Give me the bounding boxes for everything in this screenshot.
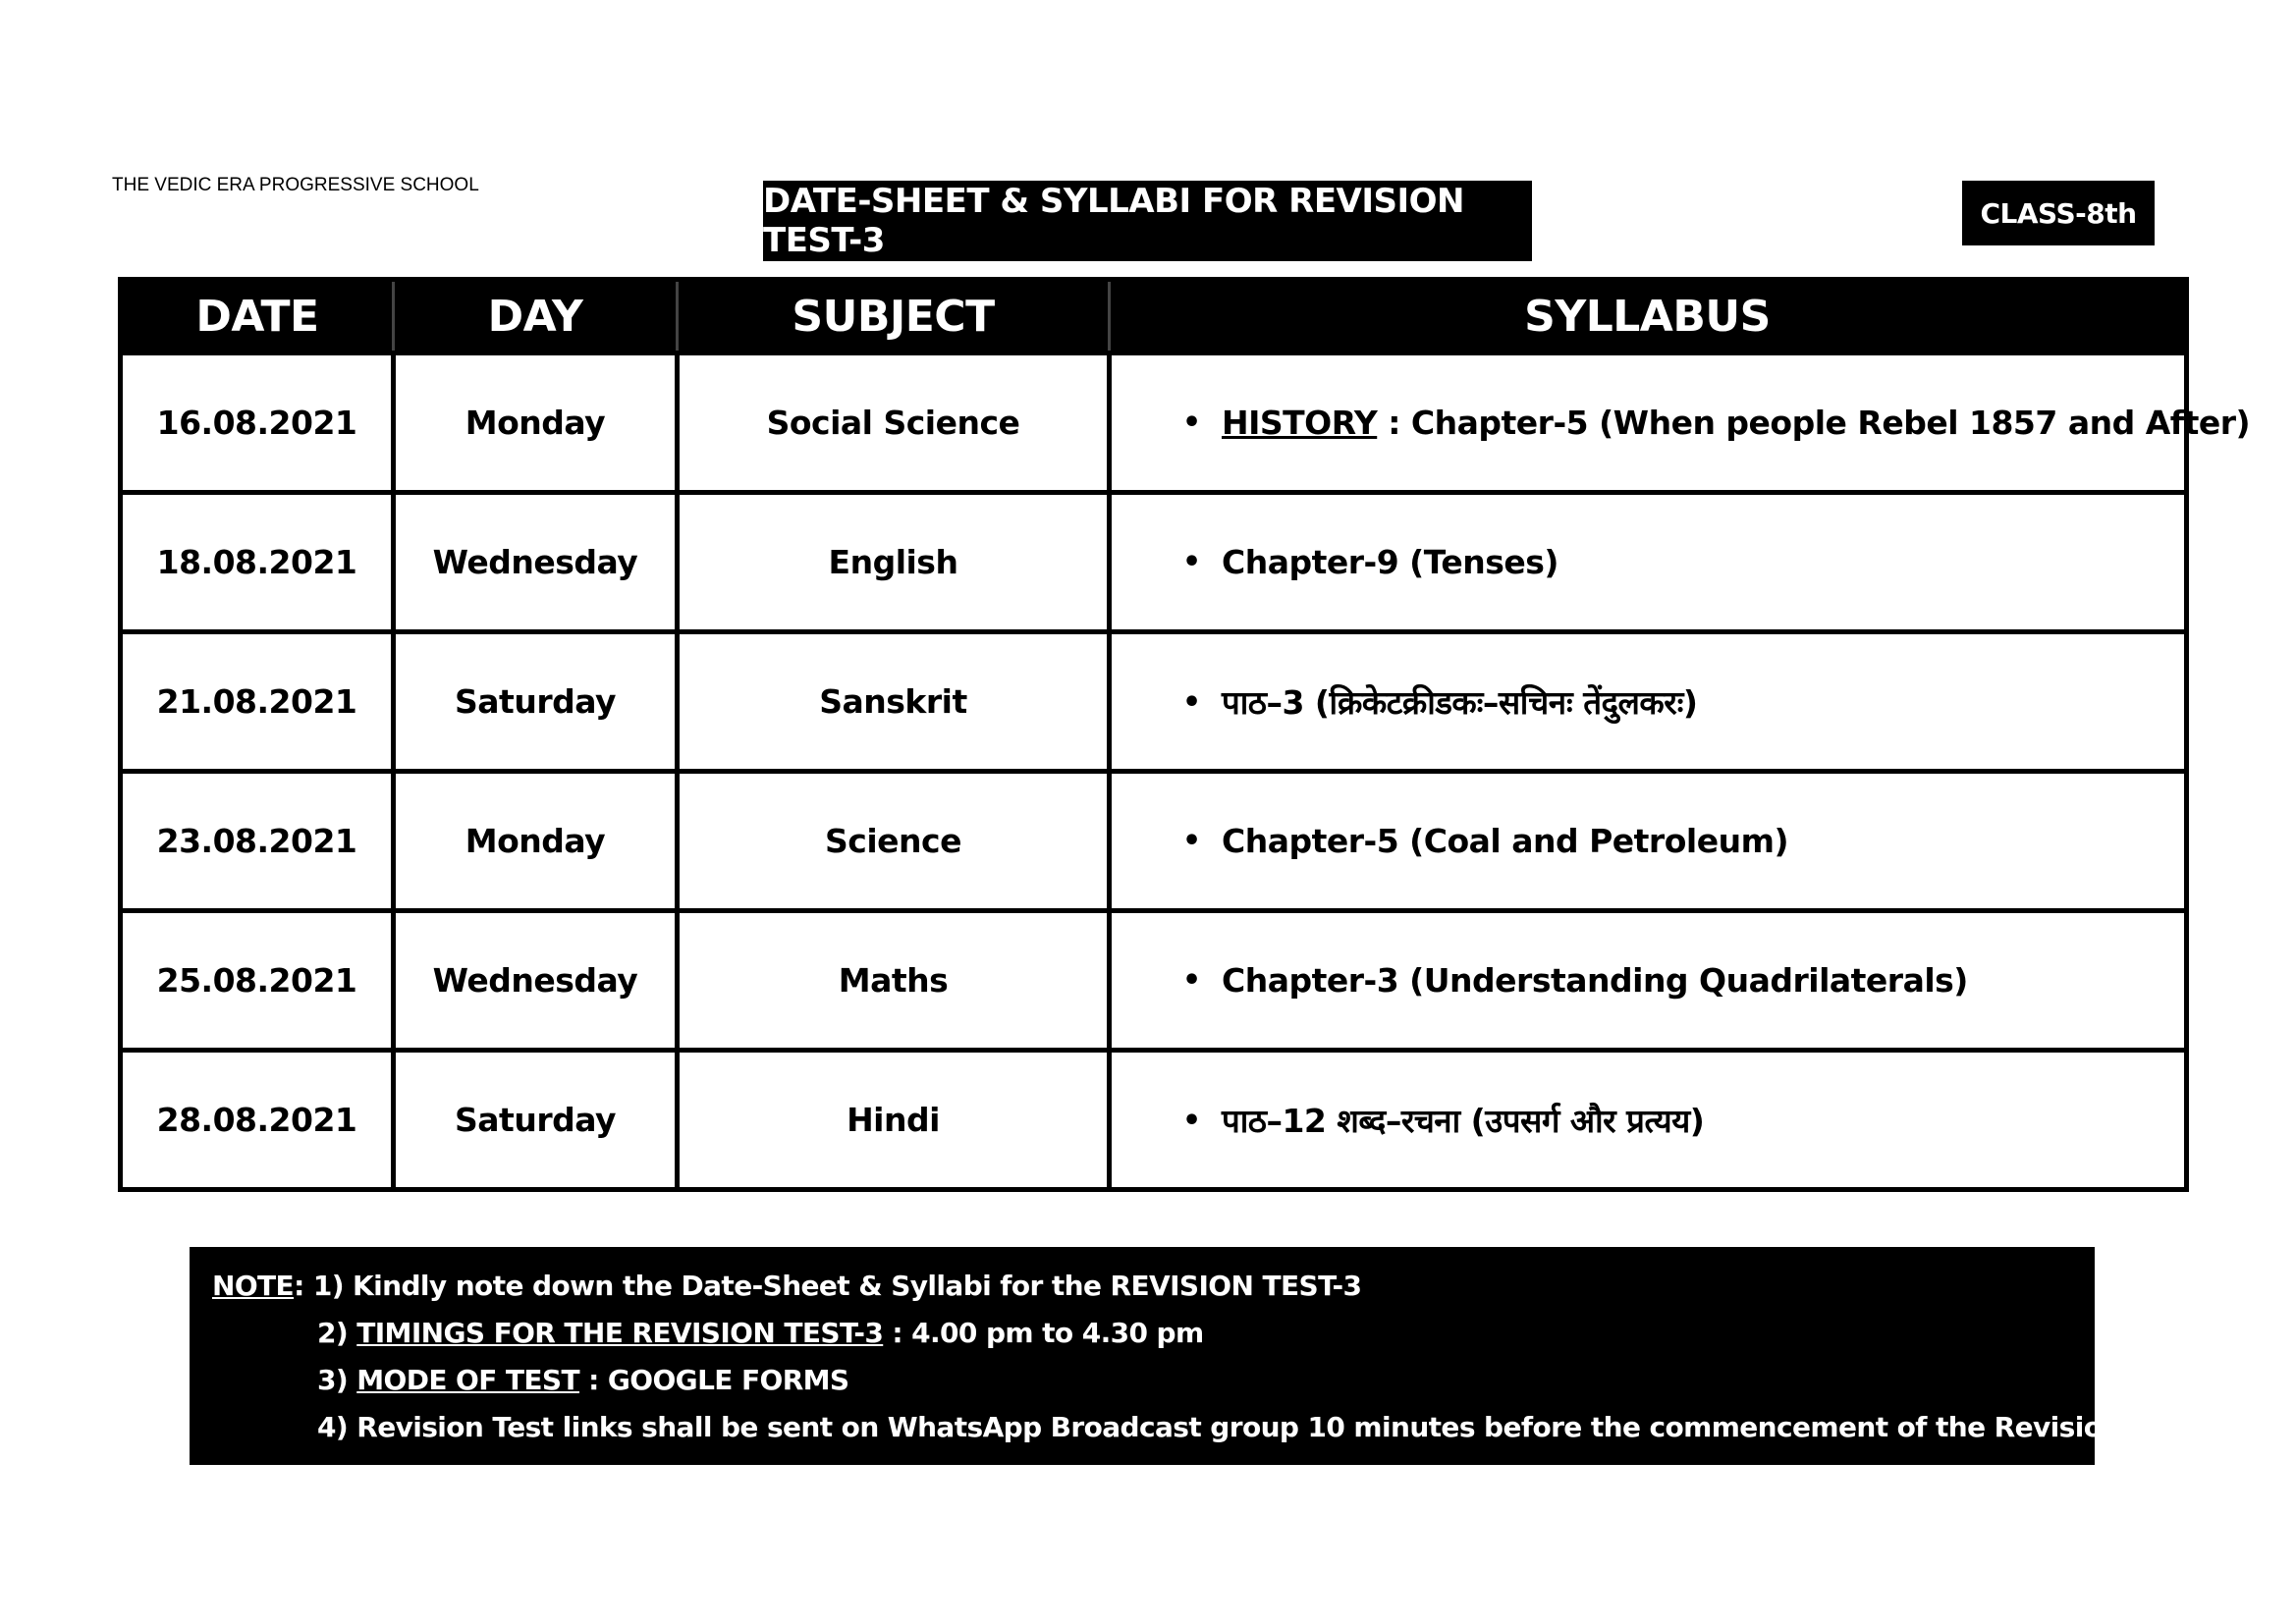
- table-row: [121, 353, 2187, 493]
- day-cell: Wednesday: [394, 493, 678, 632]
- syllabus-cell: [1110, 493, 2187, 632]
- note-timings-label: TIMINGS FOR THE REVISION TEST-3: [356, 1317, 884, 1349]
- syllabus-text: Chapter-9 (Tenses): [1222, 543, 1559, 581]
- subject-cell: Sanskrit: [678, 632, 1110, 772]
- date-cell: 25.08.2021: [121, 911, 394, 1051]
- page-title: DATE-SHEET & SYLLABI FOR REVISION TEST-3: [763, 181, 1532, 261]
- day-cell: Monday: [394, 772, 678, 911]
- day-cell: Monday: [394, 353, 678, 493]
- note-line-3: [190, 1357, 2095, 1404]
- day-cell: Saturday: [394, 632, 678, 772]
- bullet-icon: •: [1182, 1104, 1201, 1138]
- note-timings-value: : 4.00 pm to 4.30 pm: [883, 1317, 1204, 1349]
- note-label: NOTE: [212, 1270, 295, 1302]
- date-cell: 16.08.2021: [121, 353, 394, 493]
- syllabus-text: Chapter-3 (Understanding Quadrilaterals): [1222, 961, 1968, 1000]
- note-line-2: [190, 1310, 2095, 1357]
- syllabus-cell: [1110, 632, 2187, 772]
- syllabus-cell: [1110, 772, 2187, 911]
- subject-cell: Social Science: [678, 353, 1110, 493]
- bullet-icon: •: [1182, 685, 1201, 720]
- note-number: 3): [317, 1364, 357, 1396]
- note-mode-label: MODE OF TEST: [356, 1364, 579, 1396]
- note-mode-value: : GOOGLE FORMS: [579, 1364, 849, 1396]
- subject-cell: Maths: [678, 911, 1110, 1051]
- column-header-syllabus: SYLLABUS: [1110, 280, 2187, 353]
- bullet-icon: •: [1182, 963, 1201, 998]
- bullet-icon: •: [1182, 406, 1201, 440]
- syllabus-cell: [1110, 353, 2251, 493]
- table-row: [121, 911, 2187, 1051]
- note-box: [190, 1247, 2230, 1465]
- table-header-row: [121, 280, 2187, 353]
- date-cell: 23.08.2021: [121, 772, 394, 911]
- bullet-icon: •: [1182, 545, 1201, 579]
- syllabus-text: पाठ–12 शब्द–रचना (उपसर्ग और प्रत्यय): [1222, 1102, 1705, 1140]
- date-cell: 21.08.2021: [121, 632, 394, 772]
- note-line-1: [190, 1263, 2095, 1310]
- column-header-date: DATE: [121, 280, 394, 353]
- syllabus-text: पाठ–3 (क्रिकेटक्रीडकः–सचिनः तेंदुलकरः): [1222, 683, 1698, 722]
- bullet-icon: •: [1182, 824, 1201, 858]
- subject-cell: English: [678, 493, 1110, 632]
- class-badge: CLASS-8th: [1962, 181, 2155, 245]
- table-row: [121, 493, 2187, 632]
- day-cell: Saturday: [394, 1051, 678, 1190]
- note-number: 2): [317, 1317, 357, 1349]
- day-cell: Wednesday: [394, 911, 678, 1051]
- subject-cell: Hindi: [678, 1051, 1110, 1190]
- table-row: [121, 772, 2187, 911]
- syllabus-cell: [1110, 911, 2187, 1051]
- column-header-day: DAY: [394, 280, 678, 353]
- subject-cell: Science: [678, 772, 1110, 911]
- date-sheet-table: [118, 277, 2251, 1192]
- school-name: THE VEDIC ERA PROGRESSIVE SCHOOL: [112, 175, 479, 195]
- syllabus-text: : Chapter-5 (When people Rebel 1857 and After): [1377, 404, 2251, 442]
- note-line-4: 4) Revision Test links shall be sent on WhatsApp Broadcast group 10 minutes before the commencement of the Revision Test-3.: [317, 1411, 2230, 1443]
- note-text: : 1) Kindly note down the Date-Sheet & Syllabi for the REVISION TEST-3: [294, 1270, 1362, 1302]
- syllabus-text: Chapter-5 (Coal and Petroleum): [1222, 822, 1789, 860]
- table-row: [121, 632, 2187, 772]
- syllabus-cell: [1110, 1051, 2187, 1190]
- syllabus-section-label: HISTORY: [1222, 404, 1378, 442]
- column-header-subject: SUBJECT: [678, 280, 1110, 353]
- date-cell: 18.08.2021: [121, 493, 394, 632]
- table-row: [121, 1051, 2187, 1190]
- date-cell: 28.08.2021: [121, 1051, 394, 1190]
